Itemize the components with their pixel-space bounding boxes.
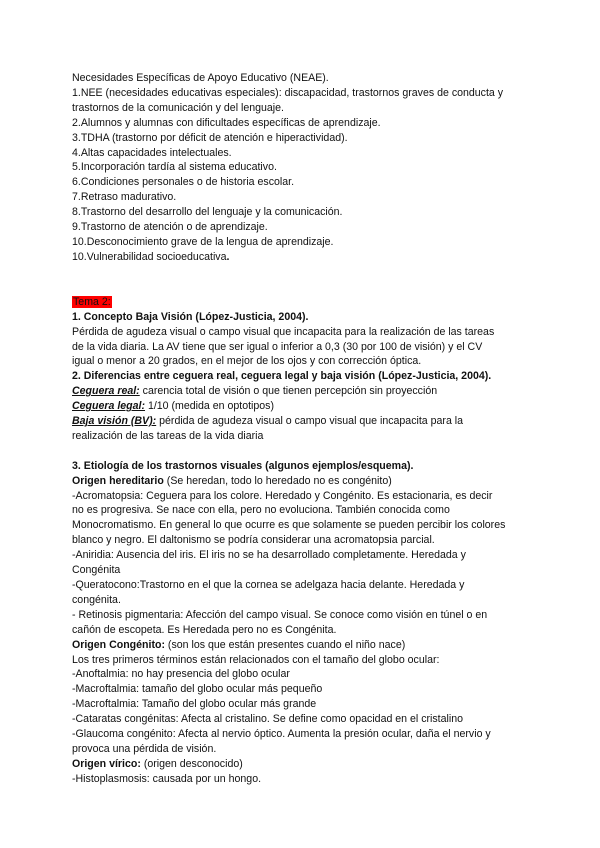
neae-item: 9.Trastorno de atención o de aprendizaje. [72,221,268,234]
document-page [72,71,532,787]
paragraph-line: realización de las tareas de la vida diaria [72,429,264,442]
paragraph-line: no es progresiva. Se nace con ella, pero no evoluciona. También conocida como [72,504,450,517]
paragraph-line: -Aniridia: Ausencia del iris. El iris no se ha desarrollado completamente. Heredada y [72,549,466,562]
neae-item: 10.Desconocimiento grave de la lengua de aprendizaje. [72,235,334,248]
paragraph-line: -Acromatopsia: Ceguera para los colore. Heredado y Congénito. Es estacionaria, es decir [72,489,493,502]
definition-ceguera-real: Ceguera real: carencia total de visión o que tienen percepción sin proyección [72,385,438,398]
paragraph-line: Pérdida de agudeza visual o campo visual que incapacita para la realización de las tareas [72,325,495,338]
paragraph-line: -Macroftalmia: tamaño del globo ocular más pequeño [72,683,323,696]
paragraph-line: -Cataratas congénitas: Afecta al cristalino. Se define como opacidad en el cristalino [72,713,464,726]
term: Ceguera real: [72,385,140,398]
paragraph-line: cañón de escopeta. Es Heredada pero no es Congénita. [72,623,337,636]
term: Baja visión (BV): [72,415,157,428]
neae-item: 1.NEE (necesidades educativas especiales): discapacidad, trastornos graves de conducta y [72,86,504,99]
origin-virico: Origen vírico: (origen desconocido) [72,757,243,770]
paragraph-line: congénita. [72,593,121,606]
neae-item: 5.Incorporación tardía al sistema educativo. [72,161,277,174]
paragraph-line: - Retinosis pigmentaria: Afección del campo visual. Se conoce como visión en túnel o en [72,608,488,621]
neae-item: trastornos de la comunicación y del lenguaje. [72,101,284,114]
paragraph-line: Los tres primeros términos están relacionados con el tamaño del globo ocular: [72,653,440,666]
neae-item: 7.Retraso madurativo. [72,191,177,204]
tema-highlight: Tema 2: [73,295,111,308]
paragraph-line: de la vida diaria. La AV tiene que ser igual o inferior a 0,3 (30 por 100 de visión) y el CV [72,340,483,353]
neae-item: 2.Alumnos y alumnas con dificultades específicas de aprendizaje. [72,116,381,129]
paragraph-line: -Macroftalmia: Tamaño del globo ocular más grande [72,698,317,711]
paragraph-line: Monocromatismo. En general lo que ocurre es que solamente se pueden percibir los colores [72,519,506,532]
neae-item: 8.Trastorno del desarrollo del lenguaje y la comunicación. [72,206,343,219]
section-2-heading: 2. Diferencias entre ceguera real, ceguera legal y baja visión (López-Justicia, 2004). [72,370,492,383]
paragraph-line: -Queratocono:Trastorno en el que la cornea se adelgaza hacia delante. Heredada y [72,578,465,591]
neae-item: 10.Vulnerabilidad socioeducativa. [72,250,230,263]
section-3-heading: 3. Etiología de los trastornos visuales (algunos ejemplos/esquema). [72,459,414,472]
neae-item: 4.Altas capacidades intelectuales. [72,146,232,159]
neae-item: 6.Condiciones personales o de historia escolar. [72,176,295,189]
definition-ceguera-legal: Ceguera legal: 1/10 (medida en optotipos) [72,400,274,413]
neae-item: 3.TDHA (trastorno por déficit de atención e hiperactividad). [72,131,348,144]
paragraph-line: -Glaucoma congénito: Afecta al nervio óptico. Aumenta la presión ocular, daña el nervio y [72,728,491,741]
paragraph-line: blanco y negro. El daltonismo se podría considerar una acromatopsia parcial. [72,534,435,547]
paragraph-line: igual o menor a 20 grados, en el mejor de los ojos y con corrección óptica. [72,355,422,368]
paragraph-line: Congénita [72,564,121,577]
paragraph-line: -Anoftalmia: no hay presencia del globo ocular [72,668,290,681]
origin-congenito: Origen Congénito: (son los que están presentes cuando el niño nace) [72,638,406,651]
paragraph-line: -Histoplasmosis: causada por un hongo. [72,772,262,785]
section-1-heading: 1. Concepto Baja Visión (López-Justicia, 2004). [72,310,309,323]
origin-hereditario: Origen hereditario (Se heredan, todo lo heredado no es congénito) [72,474,392,487]
neae-title: Necesidades Específicas de Apoyo Educativo (NEAE). [72,72,329,84]
paragraph-line: provoca una pérdida de visión. [72,742,217,755]
tema-label [72,295,532,310]
term: Ceguera legal: [72,400,146,413]
definition-baja-vision: Baja visión (BV): pérdida de agudeza visual o campo visual que incapacita para la [72,415,464,428]
